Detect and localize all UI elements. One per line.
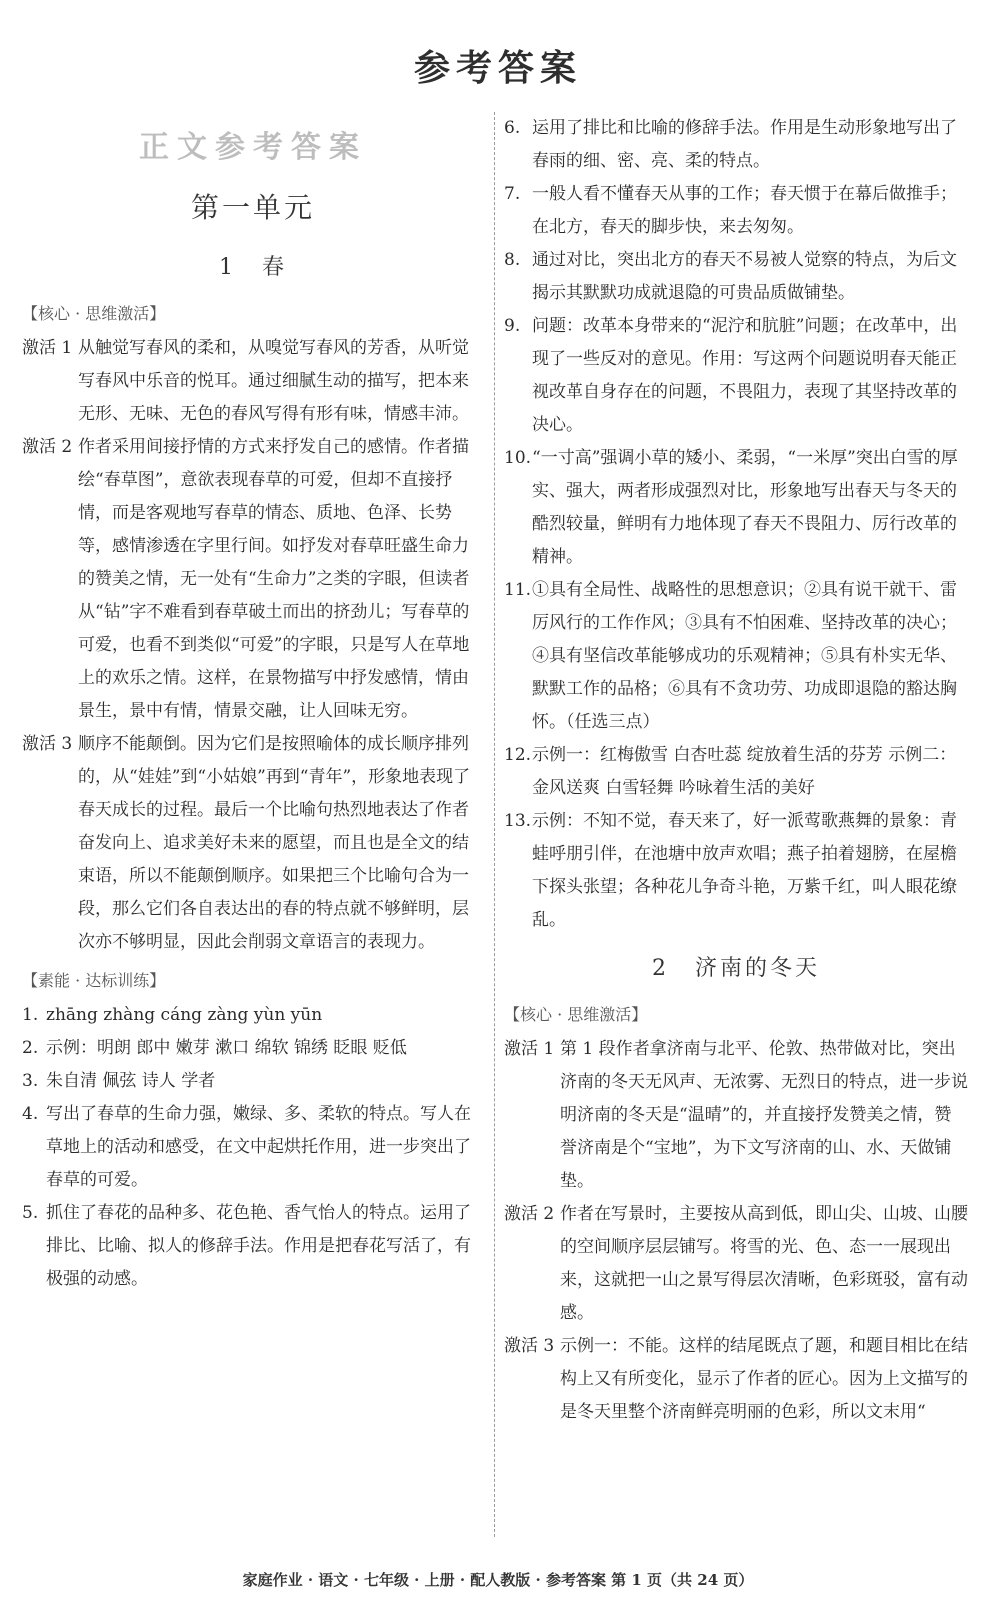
item-text: 问题：改革本身带来的“泥泞和肮脏”问题；在改革中，出现了一些反对的意见。作用：写这两个问题说明春天能正视改革自身存在的问题，不畏阻力，表现了其坚持改革的决心。: [532, 316, 958, 435]
item-number: 3.: [22, 1071, 39, 1091]
answer-item: [504, 442, 968, 574]
answer-item: [504, 310, 968, 442]
activation-text: 作者采用间接抒情的方式来抒发自己的感情。作者描绘“春草图”，意欲表现春草的可爱，但却不直接抒情，而是客观地写春草的情态、质地、色泽、长势等，感情渗透在字里行间。如抒发对春草旺盛生命力的赞美之情，无一处有“生命力”之类的字眼，但读者从“钻”字不难看到春草破土而出的挤劲儿；写春草的可爱，也看不到类似“可爱”的字眼，只是写人在草地上的欢乐之情。这样，在景物描写中抒发感情，情由景生，景中有情，情景交融，让人回味无穷。: [78, 437, 470, 721]
page-footer: 家庭作业 · 语文 · 七年级 · 上册 · 配人教版 · 参考答案 第 1 页（共 24 页）: [242, 1571, 754, 1589]
lesson-title: [22, 244, 484, 292]
item-number: 12.: [504, 745, 532, 765]
answer-item: [22, 1098, 484, 1197]
section-tag: 【核心 · 思维激活】: [504, 1005, 648, 1024]
item-text: 一般人看不懂春天从事的工作；春天惯于在幕后做推手；在北方，春天的脚步快，来去匆匆。: [532, 184, 957, 237]
lesson-title: [504, 945, 968, 993]
left-column: [22, 112, 484, 1296]
item-number: 6.: [504, 118, 521, 138]
section-tag: 【素能 · 达标训练】: [22, 971, 166, 990]
lesson-name: 春: [261, 255, 287, 280]
activation-text: 示例一：不能。这样的结尾既点了题，和题目相比在结构上又有所变化，显示了作者的匠心。因为上文描写的是冬天里整个济南鲜亮明丽的色彩，所以文末用“: [560, 1336, 968, 1422]
item-text: ①具有全局性、战略性的思想意识；②具有说干就干、雷厉风行的工作作风；③具有不怕困难、坚持改革的决心；④具有坚信改革能够成功的乐观精神；⑤具有朴实无华、默默工作的品格；⑥具有不贪功劳、功成即退隐的豁达胸怀。（任选三点）: [532, 580, 957, 732]
activation-text: 第 1 段作者拿济南与北平、伦敦、热带做对比，突出济南的冬天无风声、无浓雾、无烈日的特点，进一步说明济南的冬天是“温晴”的，并直接抒发赞美之情，赞誉济南是个“宝地”，为下文写济南的山、水、天做铺垫。: [560, 1039, 968, 1191]
answer-item: [22, 1197, 484, 1296]
item-text: 示例：明朗 郎中 嫩芽 漱口 绵软 锦绣 眨眼 贬低: [46, 1038, 407, 1058]
item-number: 11.: [504, 580, 532, 600]
item-text: 示例一：红梅傲雪 白杏吐蕊 绽放着生活的芬芳 示例二：金风送爽 白雪轻舞 吟咏着生活的美好: [532, 745, 957, 798]
activation-text: 作者在写景时，主要按从高到低，即山尖、山坡、山腰的空间顺序层层铺写。将雪的光、色、态一一展现出来，这就把一山之景写得层次清晰，色彩斑驳，富有动感。: [560, 1204, 968, 1323]
item-number: 5.: [22, 1203, 39, 1223]
activation-label: 激活 3: [504, 1336, 555, 1356]
activation-entry: [504, 1198, 968, 1330]
lesson-number: 1: [218, 255, 236, 280]
item-text: 示例：不知不觉，春天来了，好一派莺歌燕舞的景象：青蛙呼朋引伴，在池塘中放声欢唱；燕子拍着翅膀，在屋檐下探头张望；各种花儿争奇斗艳，万紫千红，叫人眼花缭乱。: [532, 811, 957, 930]
item-number: 2.: [22, 1038, 39, 1058]
activation-text: 顺序不能颠倒。因为它们是按照喻体的成长顺序排列的，从“娃娃”到“小姑娘”再到“青年”，形象地表现了春天成长的过程。最后一个比喻句热烈地表达了作者奋发向上、追求美好未来的愿望，而且也是全文的结束语，所以不能颠倒顺序。如果把三个比喻句合为一段，那么它们各自表达出的春的特点就不够鲜明，层次亦不够明显，因此会削弱文章语言的表现力。: [78, 734, 471, 952]
activation-label: 激活 1: [504, 1039, 555, 1059]
activation-entry: [22, 728, 484, 959]
item-text: 运用了排比和比喻的修辞手法。作用是生动形象地写出了春雨的细、密、亮、柔的特点。: [532, 118, 957, 171]
item-number: 1.: [22, 1005, 39, 1025]
right-column: [504, 112, 968, 1429]
answer-item: [504, 574, 968, 739]
answer-item: [22, 1032, 484, 1065]
activation-entry: [22, 431, 484, 728]
item-text: “一寸高”强调小草的矮小、柔弱，“一米厚”突出白雪的厚实、强大，两者形成强烈对比，形象地写出春天与冬天的酷烈较量，鲜明有力地体现了春天不畏阻力、厉行改革的精神。: [532, 448, 958, 567]
lesson-name: 济南的冬天: [694, 956, 820, 981]
lesson-number: 2: [651, 956, 669, 981]
section-title: 正文参考答案: [139, 130, 367, 165]
item-text: zhāng zhàng cáng zàng yùn yūn: [46, 1005, 323, 1025]
page-title: 参考答案: [413, 47, 582, 89]
activation-entry: [504, 1330, 968, 1429]
answer-item: [504, 112, 968, 178]
answer-item: [504, 739, 968, 805]
item-number: 4.: [22, 1104, 39, 1124]
activation-label: 激活 2: [22, 437, 73, 457]
activation-text: 从触觉写春风的柔和，从嗅觉写春风的芳香，从听觉写春风中乐音的悦耳。通过细腻生动的描写，把本来无形、无味、无色的春风写得有形有味，情感丰沛。: [78, 338, 469, 424]
item-number: 10.: [504, 448, 532, 468]
unit-title: 第一单元: [190, 191, 315, 224]
column-divider: [494, 112, 495, 1537]
item-number: 7.: [504, 184, 521, 204]
section-tag: 【核心 · 思维激活】: [22, 304, 166, 323]
item-text: 写出了春草的生命力强，嫩绿、多、柔软的特点。写人在草地上的活动和感受，在文中起烘托作用，进一步突出了春草的可爱。: [46, 1104, 471, 1190]
answer-item: [504, 805, 968, 937]
activation-label: 激活 3: [22, 734, 73, 754]
item-text: 通过对比，突出北方的春天不易被人觉察的特点，为后文揭示其默默功成就退隐的可贵品质做铺垫。: [532, 250, 957, 303]
activation-label: 激活 1: [22, 338, 73, 358]
answer-item: [504, 178, 968, 244]
activation-entry: [504, 1033, 968, 1198]
answer-item: [22, 1065, 484, 1098]
item-number: 9.: [504, 316, 521, 336]
activation-label: 激活 2: [504, 1204, 555, 1224]
item-text: 抓住了春花的品种多、花色艳、香气怡人的特点。运用了排比、比喻、拟人的修辞手法。作用是把春花写活了，有极强的动感。: [46, 1203, 471, 1289]
item-number: 8.: [504, 250, 521, 270]
item-number: 13.: [504, 811, 532, 831]
item-text: 朱自清 佩弦 诗人 学者: [46, 1071, 216, 1091]
answer-item: [22, 999, 484, 1032]
activation-entry: [22, 332, 484, 431]
answer-item: [504, 244, 968, 310]
